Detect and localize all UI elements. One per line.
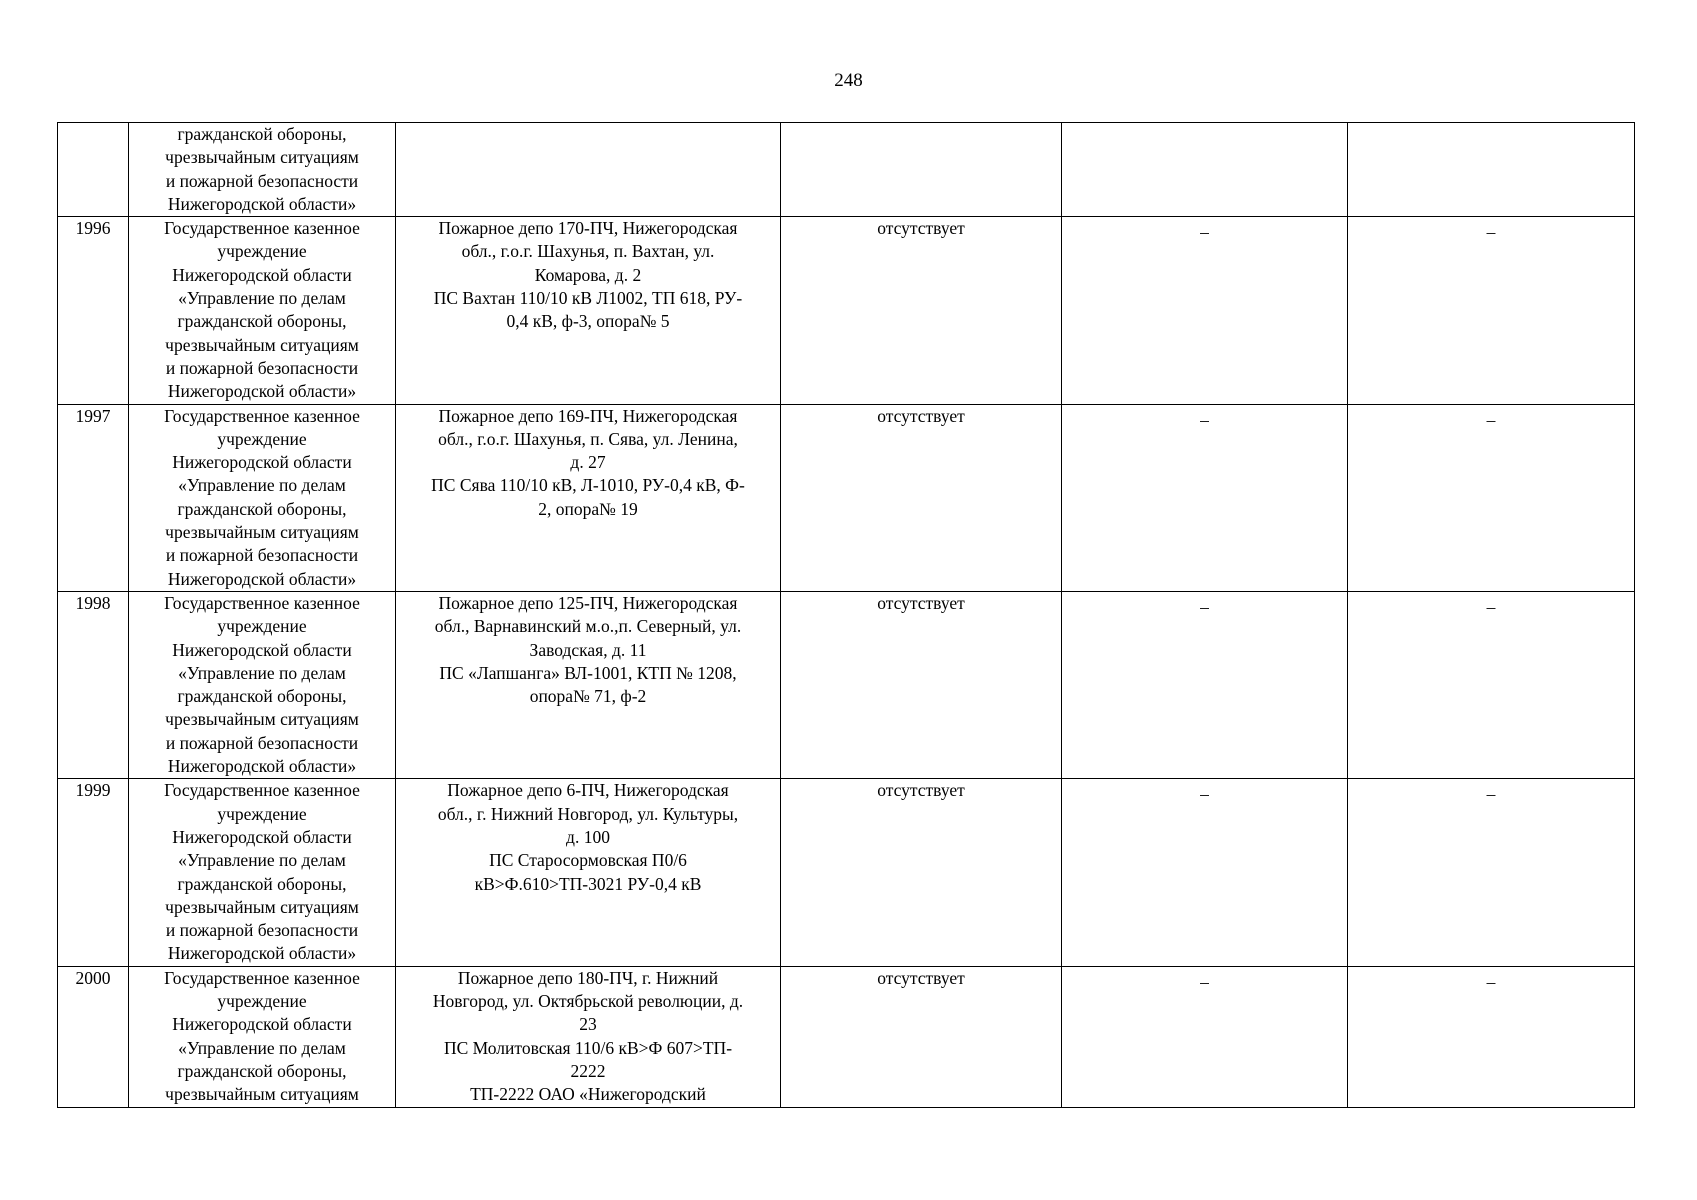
organization-line: Нижегородской области (172, 452, 352, 473)
organization-line: Нижегородской области» (167, 193, 357, 214)
organization-line: чрезвычайным ситуациям (165, 1084, 359, 1105)
organization-line: чрезвычайным ситуациям (165, 334, 359, 355)
organization-line: «Управление по делам (178, 475, 346, 496)
organization-cell (129, 217, 396, 404)
organization-line: и пожарной безопасности (165, 170, 359, 191)
dash-mark: – (1200, 222, 1209, 243)
organization-line: учреждение (217, 803, 307, 824)
address-line: Комарова, д. 2 (534, 264, 642, 285)
extra-cell-1 (1062, 779, 1348, 966)
table-row (58, 779, 1635, 966)
address-line: ПС Старосормовская П0/6 (489, 850, 687, 871)
status-cell: отсутствует (781, 779, 1062, 966)
organization-cell (129, 591, 396, 778)
address-line: Пожарное депо 170-ПЧ, Нижегородская (438, 218, 738, 239)
dash-mark: – (1486, 784, 1496, 805)
organization-line: гражданской обороны, (177, 498, 347, 519)
address-line: Пожарное депо 180-ПЧ, г. Нижний (457, 967, 719, 988)
address-line: д. 100 (566, 826, 610, 847)
registry-table (57, 122, 1635, 1108)
dash-mark: – (1200, 596, 1209, 617)
organization-line: «Управление по делам (178, 662, 346, 683)
address-line: обл., г.о.г. Шахунья, п. Сява, ул. Ленина, (438, 428, 738, 449)
extra-cell-2 (1348, 779, 1635, 966)
dash-mark: – (1200, 784, 1209, 805)
organization-line: и пожарной безопасности (165, 732, 359, 753)
address-line: ПС «Лапшанга» ВЛ-1001, КТП № 1208, (439, 662, 737, 683)
organization-line: чрезвычайным ситуациям (165, 896, 359, 917)
organization-line: учреждение (217, 616, 307, 637)
dash-mark: – (1486, 596, 1496, 617)
table-row (58, 404, 1635, 591)
address-line: обл., Варнавинский м.о.,п. Северный, ул. (434, 616, 742, 637)
row-number-cell (58, 123, 129, 217)
organization-line: чрезвычайным ситуациям (165, 709, 359, 730)
address-line: ТП-2222 ОАО «Нижегородский (470, 1084, 706, 1105)
address-line: Пожарное депо 169-ПЧ, Нижегородская (438, 405, 738, 426)
organization-line: Нижегородской области» (167, 756, 357, 777)
address-line: ПС Вахтан 110/10 кВ Л1002, ТП 618, РУ- (433, 288, 743, 309)
address-cell (396, 966, 781, 1107)
organization-line: Нижегородской области» (167, 381, 357, 402)
status-cell: отсутствует (781, 591, 1062, 778)
extra-cell-2 (1348, 217, 1635, 404)
address-line: 2, опора№ 19 (538, 498, 638, 519)
extra-cell-2 (1348, 123, 1635, 217)
status-cell: отсутствует (781, 404, 1062, 591)
address-line: Пожарное депо 125-ПЧ, Нижегородская (438, 592, 738, 613)
row-number-cell: 2000 (58, 966, 129, 1107)
organization-line: гражданской обороны, (177, 124, 347, 144)
extra-cell-1 (1062, 591, 1348, 778)
extra-cell-1 (1062, 123, 1348, 217)
address-line: опора№ 71, ф-2 (529, 686, 647, 707)
organization-line: гражданской обороны, (177, 686, 347, 707)
organization-line: гражданской обороны, (177, 1060, 347, 1081)
organization-line: Государственное казенное (164, 967, 360, 988)
status-cell: отсутствует (781, 966, 1062, 1107)
address-line: 2222 (570, 1060, 606, 1081)
address-cell (396, 779, 781, 966)
organization-cell (129, 966, 396, 1107)
address-line: Новгород, ул. Октябрьской революции, д. (432, 990, 744, 1011)
extra-cell-2 (1348, 591, 1635, 778)
organization-line: Государственное казенное (164, 780, 360, 801)
address-line: 23 (579, 1014, 597, 1035)
page-number: 248 (834, 70, 863, 91)
organization-line: Нижегородской области» (167, 943, 357, 964)
address-cell (396, 591, 781, 778)
address-line: обл., г. Нижний Новгород, ул. Культуры, (437, 803, 739, 824)
dash-mark: – (1200, 409, 1209, 430)
status-cell (781, 123, 1062, 217)
address-cell (396, 404, 781, 591)
address-cell (396, 123, 781, 217)
address-line: ПС Молитовская 110/6 кВ>Ф 607>ТП- (443, 1037, 733, 1058)
organization-line: Нижегородской области (172, 639, 352, 660)
row-number-cell: 1998 (58, 591, 129, 778)
organization-line: Нижегородской области (172, 1014, 352, 1035)
address-line: Заводская, д. 11 (529, 639, 647, 660)
row-number-cell: 1999 (58, 779, 129, 966)
organization-line: Нижегородской области (172, 826, 352, 847)
organization-line: Государственное казенное (164, 592, 360, 613)
dash-mark: – (1486, 222, 1496, 243)
dash-mark: – (1486, 971, 1496, 992)
table-row (58, 217, 1635, 404)
address-cell (396, 217, 781, 404)
organization-cell (129, 404, 396, 591)
organization-line: и пожарной безопасности (165, 920, 359, 941)
organization-line: учреждение (217, 241, 307, 262)
organization-cell (129, 123, 396, 217)
organization-line: и пожарной безопасности (165, 545, 359, 566)
dash-mark: – (1200, 971, 1209, 992)
address-line: д. 27 (570, 452, 606, 473)
organization-line: Государственное казенное (164, 218, 360, 239)
extra-cell-1 (1062, 217, 1348, 404)
extra-cell-2 (1348, 966, 1635, 1107)
organization-line: чрезвычайным ситуациям (165, 522, 359, 543)
organization-cell (129, 779, 396, 966)
organization-line: «Управление по делам (178, 1037, 346, 1058)
address-line: 0,4 кВ, ф-3, опора№ 5 (506, 311, 670, 332)
address-line: обл., г.о.г. Шахунья, п. Вахтан, ул. (461, 241, 715, 262)
dash-mark: – (1486, 409, 1496, 430)
table-row (58, 966, 1635, 1107)
table-row-continuation (58, 123, 1635, 217)
organization-line: учреждение (217, 990, 307, 1011)
status-cell: отсутствует (781, 217, 1062, 404)
address-line: ПС Сява 110/10 кВ, Л-1010, РУ-0,4 кВ, Ф- (431, 475, 745, 496)
organization-line: Нижегородской области» (167, 568, 357, 589)
organization-line: гражданской обороны, (177, 873, 347, 894)
organization-line: учреждение (217, 428, 307, 449)
address-line: кВ>Ф.610>ТП-3021 РУ-0,4 кВ (474, 873, 702, 894)
extra-cell-1 (1062, 404, 1348, 591)
organization-line: Государственное казенное (164, 405, 360, 426)
organization-line: гражданской обороны, (177, 311, 347, 332)
table-row (58, 591, 1635, 778)
organization-line: и пожарной безопасности (165, 357, 359, 378)
organization-line: «Управление по делам (178, 288, 346, 309)
extra-cell-2 (1348, 404, 1635, 591)
organization-line: Нижегородской области (172, 264, 352, 285)
row-number-cell: 1997 (58, 404, 129, 591)
organization-line: «Управление по делам (178, 850, 346, 871)
extra-cell-1 (1062, 966, 1348, 1107)
address-line: Пожарное депо 6-ПЧ, Нижегородская (447, 780, 729, 801)
organization-line: чрезвычайным ситуациям (165, 147, 359, 168)
row-number-cell: 1996 (58, 217, 129, 404)
